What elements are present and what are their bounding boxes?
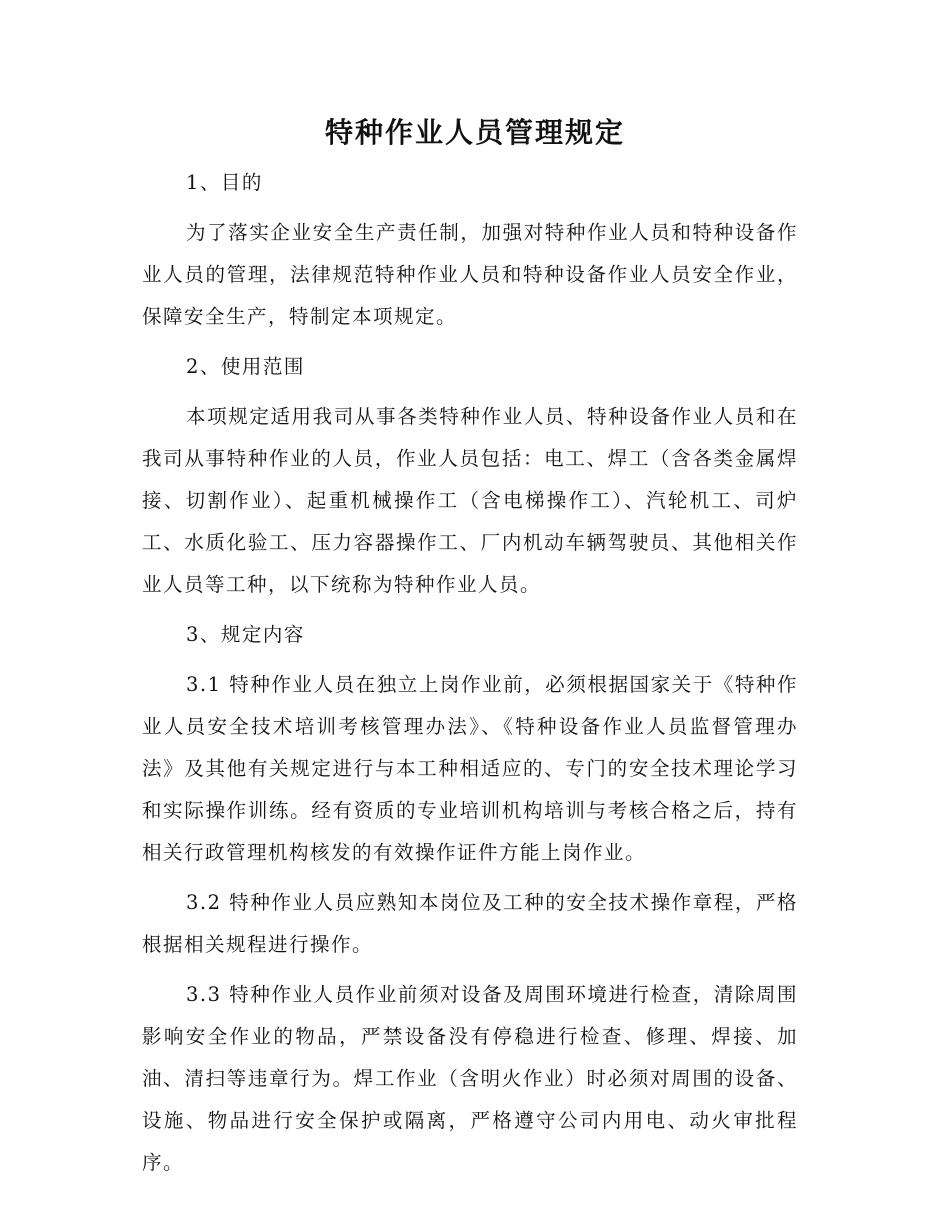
paragraph-3-3: 3.3 特种作业人员作业前须对设备及周围环境进行检查，清除周围影响安全作业的物品，严禁设备没有停稳进行检查、修理、焊接、加油、清扫等违章行为。焊工作业（含明火作业）时必须对周围的设备、设施、物品进行安全保护或隔离，严格遵守公司内用电、动火审批程序。 bbox=[142, 983, 798, 1174]
paragraph-3-1: 3.1 特种作业人员在独立上岗作业前，必须根据国家关于《特种作业人员安全技术培训考核管理办法》、《特种设备作业人员监督管理办法》及其他有关规定进行与本工种相适应的、专门的安全技术理论学习和实际操作训练。经有资质的专业培训机构培训与考核合格之后，持有相关行政管理机构核发的有效操作证件方能上岗作业。 bbox=[142, 673, 798, 864]
document-body bbox=[142, 162, 798, 1192]
document-title: 特种作业人员管理规定 bbox=[324, 116, 625, 149]
paragraph-scope: 本项规定适用我司从事各类特种作业人员、特种设备作业人员和在我司从事特种作业的人员，作业人员包括：电工、焊工（含各类金属焊接、切割作业）、起重机械操作工（含电梯操作工）、汽轮机工、司炉工、水质化验工、压力容器操作工、厂内机动车辆驾驶员、其他相关作业人员等工种，以下统称为特种作业人员。 bbox=[142, 405, 798, 596]
section-heading-scope: 2、使用范围 bbox=[186, 355, 305, 378]
paragraph-purpose: 为了落实企业安全生产责任制，加强对特种作业人员和特种设备作业人员的管理，法律规范特种作业人员和特种设备作业人员安全作业，保障安全生产，特制定本项规定。 bbox=[142, 221, 798, 328]
paragraph-3-2: 3.2 特种作业人员应熟知本岗位及工种的安全技术操作章程，严格根据相关规程进行操作。 bbox=[142, 891, 798, 956]
section-heading-purpose: 1、目的 bbox=[186, 171, 263, 194]
section-heading-content: 3、规定内容 bbox=[186, 623, 305, 646]
